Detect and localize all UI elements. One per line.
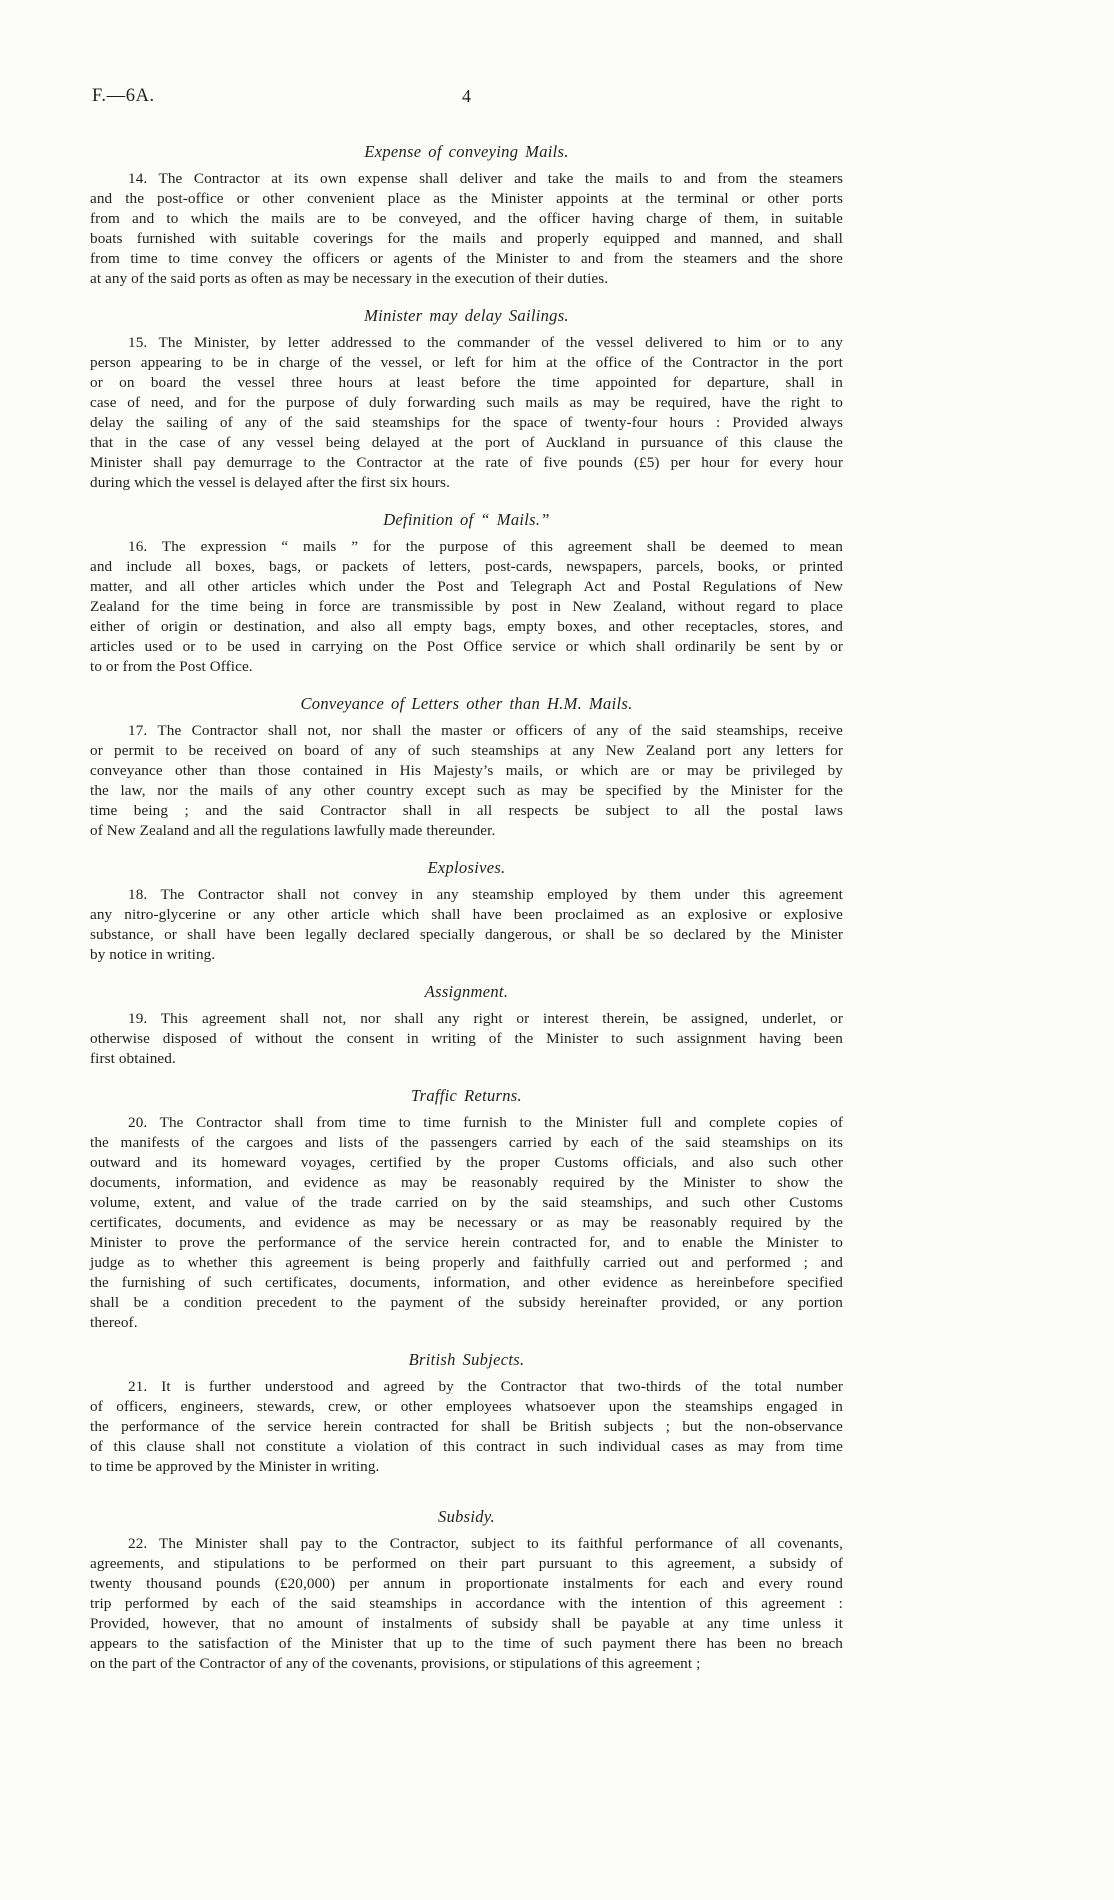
clause-line: or permit to be received on board of any of such steamships at any New Zealand port any letters for: [90, 742, 843, 759]
clause-line: appears to the satisfaction of the Minister that up to the time of such payment there has been no breach: [90, 1635, 843, 1652]
clause-line: or on board the vessel three hours at least before the time appointed for departure, shall in: [90, 374, 843, 391]
clause-line: the law, nor the mails of any other country except such as may be specified by the Minister for the: [90, 782, 843, 799]
section-heading: Subsidy.: [438, 1507, 495, 1526]
document-section: [90, 1507, 843, 1674]
clause-line: otherwise disposed of without the consent in writing of the Minister to such assignment having been: [90, 1030, 843, 1047]
clause-line: and the post-office or other convenient place as the Minister appoints at the terminal or other ports: [90, 190, 843, 207]
clause-line: volume, extent, and value of the trade carried on by the said steamships, and such other Customs: [90, 1194, 843, 1211]
clause-line: conveyance other than those contained in His Majesty’s mails, or which are or may be privileged by: [90, 762, 843, 779]
clause-line: that in the case of any vessel being delayed at the port of Auckland in pursuance of this clause the: [90, 434, 843, 451]
clause-line: agreements, and stipulations to be performed on their part pursuant to this agreement, a subsidy of: [90, 1555, 843, 1572]
clause-line: documents, information, and evidence as may be reasonably required by the Minister to show the: [90, 1174, 843, 1191]
clause-line: on the part of the Contractor of any of the covenants, provisions, or stipulations of this agreement ;: [90, 1655, 701, 1672]
clause-line: substance, or shall have been legally declared specially dangerous, or shall be so declared by the Minister: [90, 926, 843, 943]
document-section: [90, 694, 843, 841]
clause-line: thereof.: [90, 1314, 138, 1331]
clause-line: 22. The Minister shall pay to the Contractor, subject to its faithful performance of all covenants,: [128, 1535, 843, 1552]
document-header: [90, 86, 843, 112]
clause-line: twenty thousand pounds (£20,000) per annum in proportionate instalments for each and every round: [90, 1575, 843, 1592]
page-number: 4: [462, 86, 471, 106]
clause-line: trip performed by each of the said steamships in accordance with the intention of this agreement :: [90, 1595, 843, 1612]
clause-line: 21. It is further understood and agreed by the Contractor that two-thirds of the total number: [128, 1378, 843, 1395]
clause-paragraph: [90, 1534, 843, 1674]
section-heading: Traffic Returns.: [411, 1086, 522, 1105]
document-section: [90, 142, 843, 289]
clause-line: Minister to prove the performance of the service herein contracted for, and to enable the Minister to: [90, 1234, 843, 1251]
section-heading: Expense of conveying Mails.: [364, 142, 569, 161]
section-heading: Conveyance of Letters other than H.M. Mails.: [300, 694, 633, 713]
section-heading: Explosives.: [427, 858, 506, 877]
clause-line: to or from the Post Office.: [90, 658, 253, 675]
clause-line: 14. The Contractor at its own expense shall deliver and take the mails to and from the steamers: [128, 170, 843, 187]
clause-line: 17. The Contractor shall not, nor shall the master or officers of any of the said steamships, receive: [128, 722, 843, 739]
clause-paragraph: [90, 537, 843, 677]
clause-line: shall be a condition precedent to the payment of the subsidy hereinafter provided, or any portion: [90, 1294, 843, 1311]
document-section: [90, 510, 843, 677]
clause-line: 20. The Contractor shall from time to time furnish to the Minister full and complete copies of: [128, 1114, 843, 1131]
clause-line: 19. This agreement shall not, nor shall any right or interest therein, be assigned, underlet, or: [128, 1010, 843, 1027]
clause-line: first obtained.: [90, 1050, 176, 1067]
document-content: [90, 86, 843, 1674]
clause-paragraph: [90, 721, 843, 841]
clause-line: either of origin or destination, and also all empty bags, empty boxes, and other receptacles, stores, and: [90, 618, 843, 635]
clause-paragraph: [90, 1113, 843, 1333]
document-reference: F.—6A.: [92, 86, 155, 106]
clause-line: of officers, engineers, stewards, crew, or other employees whatsoever upon the steamships engaged in: [90, 1398, 843, 1415]
clause-line: 15. The Minister, by letter addressed to the commander of the vessel delivered to him or to any: [128, 334, 843, 351]
clause-line: of this clause shall not constitute a violation of this contract in such individual cases as may from time: [90, 1438, 843, 1455]
document-section: [90, 306, 843, 493]
clause-paragraph: [90, 169, 843, 289]
clause-line: from time to time convey the officers or agents of the Minister to and from the steamers and the shore: [90, 250, 843, 267]
clause-line: 18. The Contractor shall not convey in any steamship employed by them under this agreement: [128, 886, 843, 903]
clause-line: outward and its homeward voyages, certified by the proper Customs officials, and also such other: [90, 1154, 843, 1171]
clause-line: delay the sailing of any of the said steamships for the space of twenty-four hours : Provided always: [90, 414, 843, 431]
clause-line: and include all boxes, bags, or packets of letters, post-cards, newspapers, parcels, books, or printed: [90, 558, 843, 575]
clause-paragraph: [90, 1009, 843, 1069]
section-heading: Assignment.: [424, 982, 509, 1001]
document-section: [90, 1086, 843, 1333]
clause-line: of New Zealand and all the regulations lawfully made thereunder.: [90, 822, 496, 839]
clause-line: judge as to whether this agreement is being properly and faithfully carried out and performed ; and: [90, 1254, 843, 1271]
clause-line: the manifests of the cargoes and lists of the passengers carried by each of the said steamships on its: [90, 1134, 843, 1151]
clause-line: Provided, however, that no amount of instalments of subsidy shall be payable at any time unless it: [90, 1615, 843, 1632]
document-section: [90, 1350, 843, 1477]
section-heading: Definition of “ Mails.”: [383, 510, 550, 529]
clause-line: 16. The expression “ mails ” for the purpose of this agreement shall be deemed to mean: [128, 538, 843, 555]
clause-paragraph: [90, 333, 843, 493]
section-heading: British Subjects.: [408, 1350, 525, 1369]
clause-line: at any of the said ports as often as may be necessary in the execution of their duties.: [90, 270, 609, 287]
clause-line: boats furnished with suitable coverings for the mails and properly equipped and manned, and shall: [90, 230, 843, 247]
sections: [90, 142, 843, 1674]
clause-line: Minister shall pay demurrage to the Contractor at the rate of five pounds (£5) per hour for every hour: [90, 454, 843, 471]
document-section: [90, 858, 843, 965]
clause-line: to time be approved by the Minister in writing.: [90, 1458, 380, 1475]
clause-line: from and to which the mails are to be conveyed, and the officer having charge of them, in suitable: [90, 210, 843, 227]
clause-line: articles used or to be used in carrying on the Post Office service or which shall ordinarily be sent by or: [90, 638, 843, 655]
clause-line: the performance of the service herein contracted for shall be British subjects ; but the non-observance: [90, 1418, 843, 1435]
clause-line: the furnishing of such certificates, documents, information, and other evidence as hereinbefore specified: [90, 1274, 843, 1291]
clause-paragraph: [90, 885, 843, 965]
clause-line: by notice in writing.: [90, 946, 216, 963]
clause-line: Zealand for the time being in force are transmissible by post in New Zealand, without regard to place: [90, 598, 843, 615]
clause-line: time being ; and the said Contractor shall in all respects be subject to all the postal laws: [90, 802, 843, 819]
clause-line: matter, and all other articles which under the Post and Telegraph Act and Postal Regulations of New: [90, 578, 843, 595]
clause-paragraph: [90, 1377, 843, 1477]
clause-line: certificates, documents, and evidence as may be necessary or as may be reasonably required by the: [90, 1214, 843, 1231]
clause-line: during which the vessel is delayed after the first six hours.: [90, 474, 450, 491]
clause-line: case of need, and for the purpose of duly forwarding such mails as may be required, have the right to: [90, 394, 843, 411]
section-heading: Minister may delay Sailings.: [364, 306, 569, 325]
clause-line: any nitro-glycerine or any other article which shall have been proclaimed as an explosive or explosive: [90, 906, 843, 923]
document-section: [90, 982, 843, 1069]
clause-line: person appearing to be in charge of the vessel, or left for him at the office of the Contractor in the port: [90, 354, 843, 371]
